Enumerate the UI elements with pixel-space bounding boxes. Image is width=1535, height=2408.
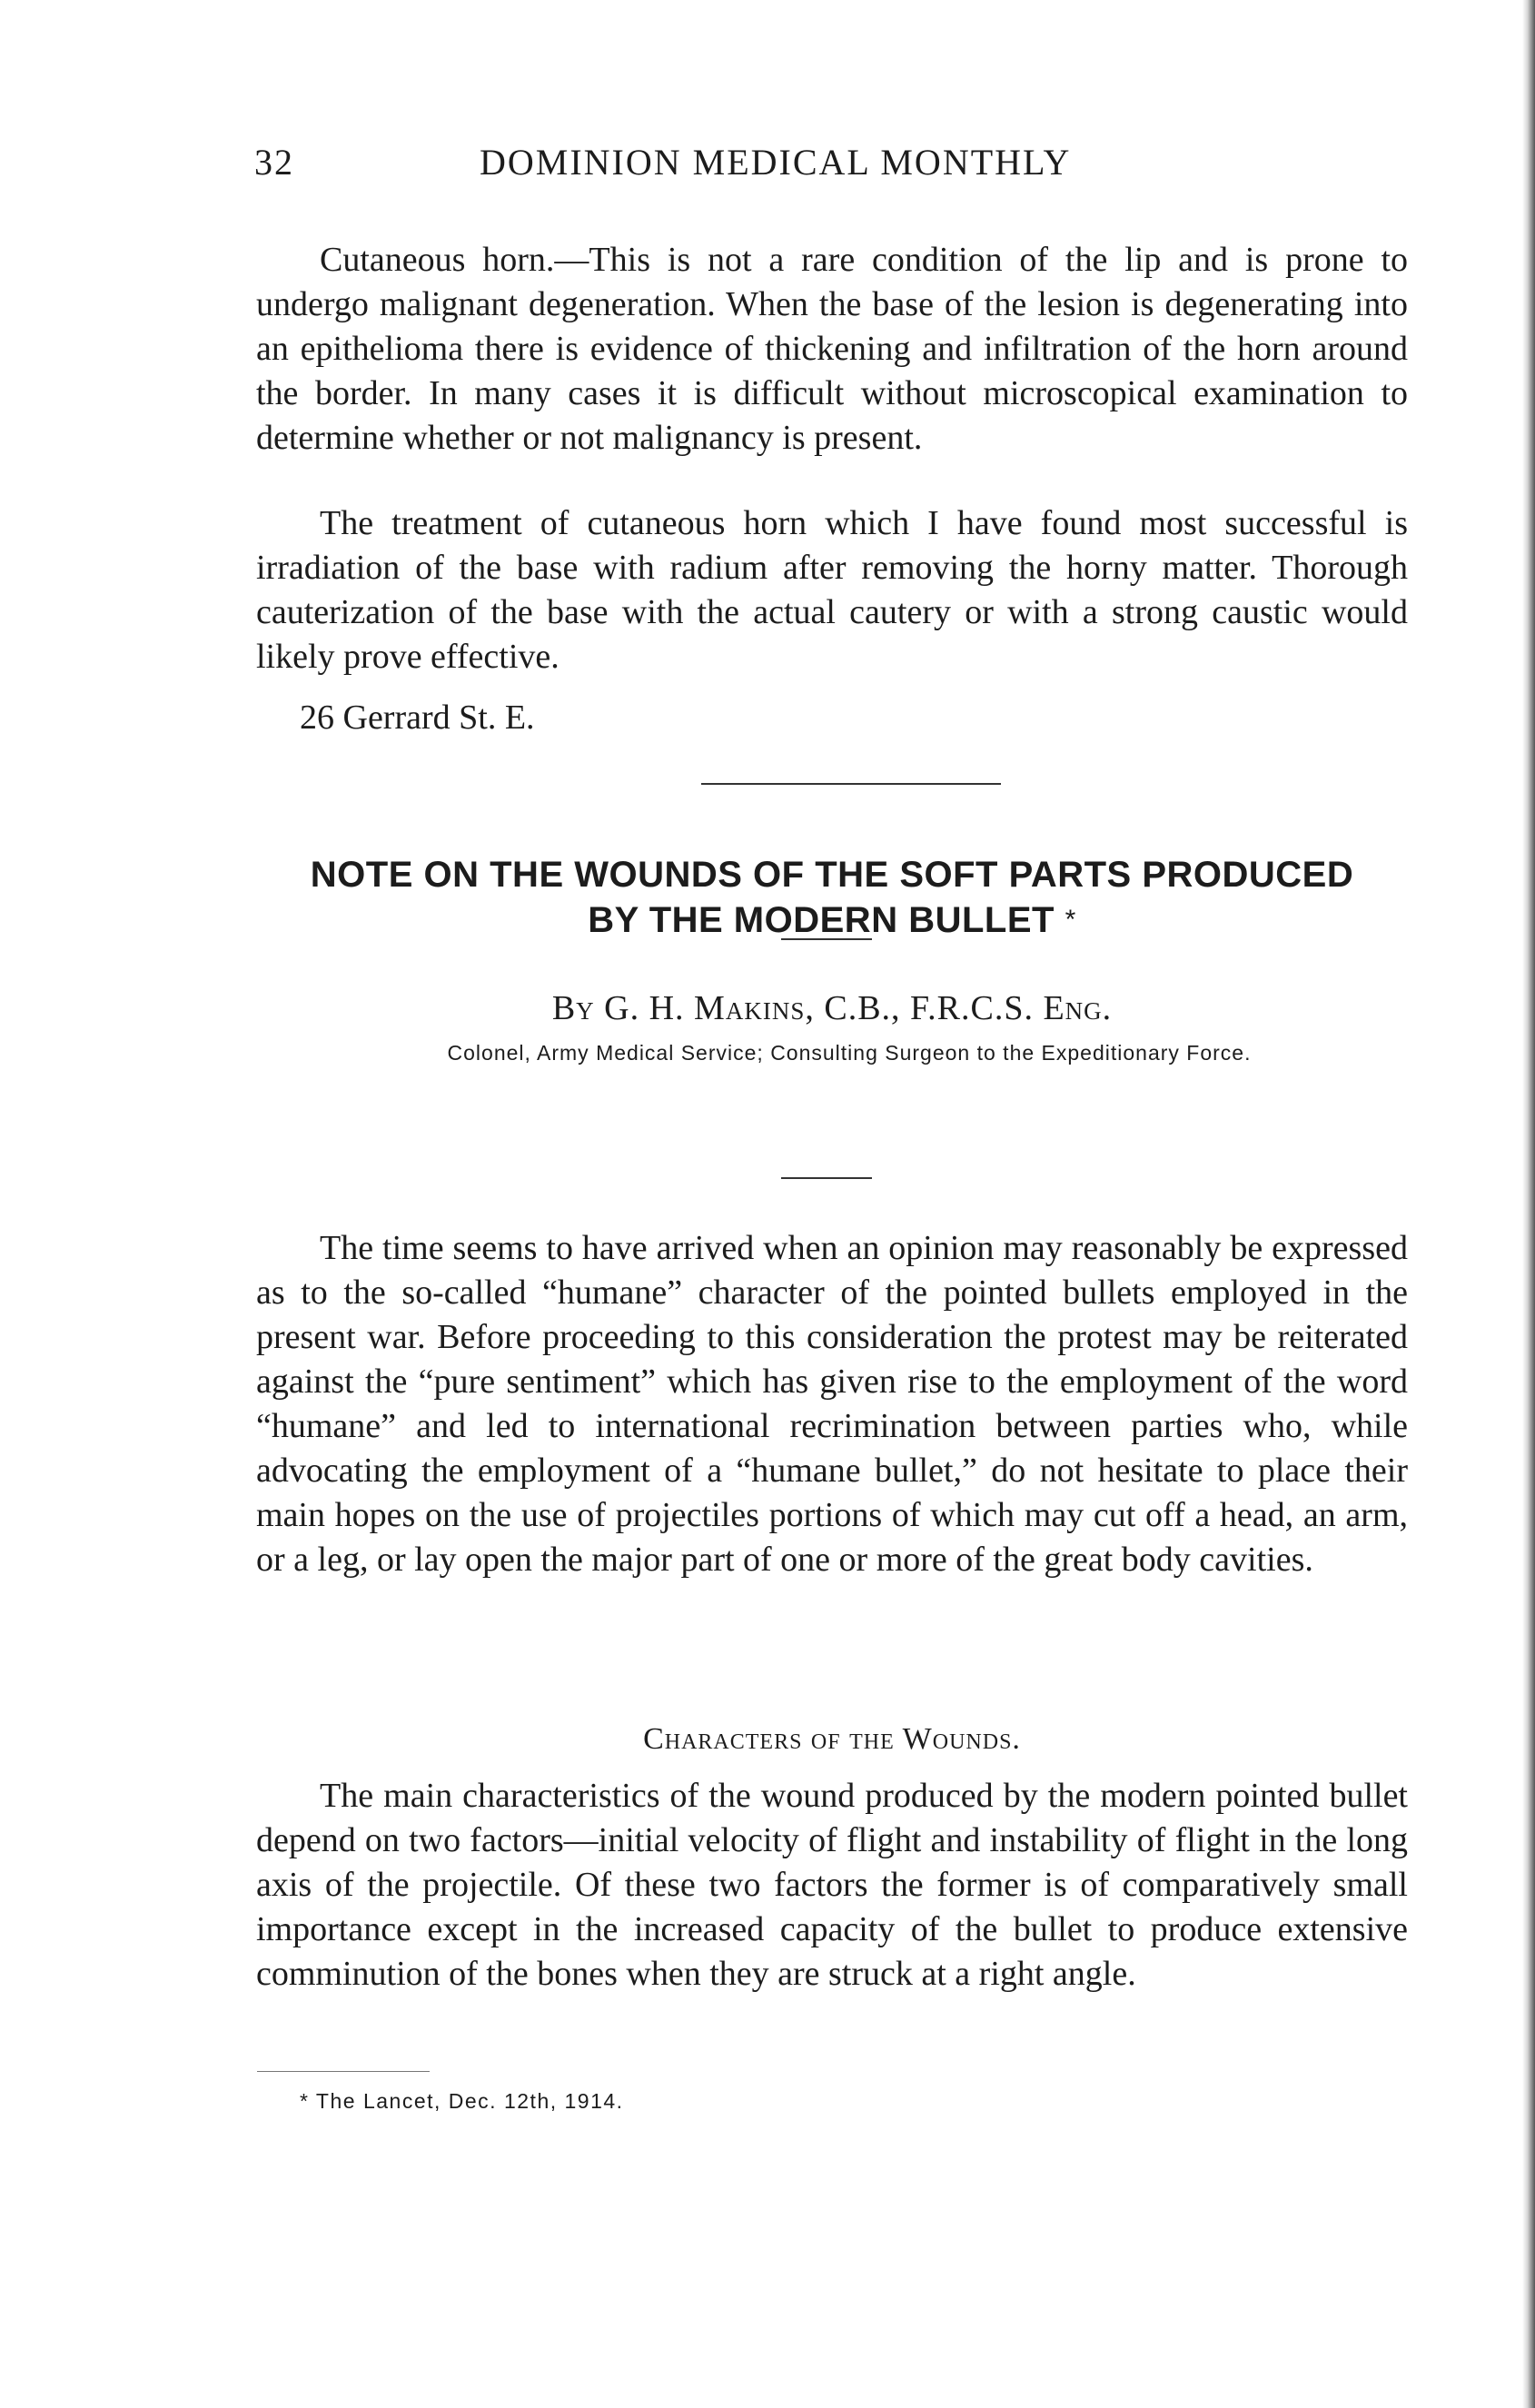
byline-divider: [781, 1177, 872, 1179]
article-paragraph: [256, 1226, 1408, 1582]
author-affiliation: Colonel, Army Medical Service; Consulting Surgeon to the Expeditionary Force.: [447, 1041, 1252, 1065]
article-title-line-1: NOTE ON THE WOUNDS OF THE SOFT PARTS PRODUCED: [310, 855, 1354, 895]
page-header: [254, 141, 1190, 195]
title-divider: [781, 938, 872, 940]
article-title: [256, 852, 1408, 943]
article-byline: By G. H. Makins, C.B., F.R.C.S. Eng.: [551, 989, 1113, 1027]
running-head: DOMINION MEDICAL MONTHLY: [480, 142, 1072, 183]
article-title-line-2-text: BY THE MODERN BULLET: [588, 900, 1055, 940]
section-heading: Characters of the Wounds.: [643, 1722, 1021, 1756]
paragraph-text: Cutaneous horn.—This is not a rare condition of the lip and is prone to undergo malignant degeneration. When the base of the lesion is degenerating into an epithelioma there is evidence of thickening and infiltration of the horn around the border. In many cases it is difficult without microscopical examination to determine whether or not malignancy is present.: [256, 241, 1408, 457]
previous-article-paragraph: [256, 238, 1408, 461]
author-address: 26 Gerrard St. E.: [300, 699, 535, 737]
article-title-line-2: [256, 897, 1408, 943]
footnote-marker: *: [1065, 905, 1076, 935]
page-number: 32: [254, 142, 294, 183]
footnote: * The Lancet, Dec. 12th, 1914.: [300, 2089, 624, 2113]
previous-article-paragraph: [256, 501, 1408, 679]
footnote-rule: [257, 2071, 430, 2072]
scan-edge-shadow: [1522, 0, 1535, 2408]
section-paragraph: [256, 1774, 1408, 1997]
paragraph-text: The main characteristics of the wound produced by the modern pointed bullet depend on two factors—initial velocity of flight and instability of flight in the long axis of the projectile. Of these two factors the former is of comparatively small importance except in the increased capacity of the bullet to produce extensive comminution of the bones when they are struck at a right angle.: [256, 1777, 1408, 1993]
paragraph-text: The treatment of cutaneous horn which I have found most successful is irradiation of the base with radium after removing the horny matter. Thorough cauterization of the base with the actual cautery or with a strong caustic would likely prove effective.: [256, 504, 1408, 676]
section-divider: [701, 783, 1001, 785]
paragraph-text: The time seems to have arrived when an opinion may reasonably be expressed as to the so-called “humane” character of the pointed bullets employed in the present war. Before proceeding to this consideration the protest may be reiterated against the “pure sentiment” which has given rise to the employment of the word “humane” and led to international recrimination between parties who, while advocating the employment of a “humane bullet,” do not hesitate to place their main hopes on the use of projectiles portions of which may cut off a head, an arm, or a leg, or lay open the major part of one or more of the great body cavities.: [256, 1229, 1408, 1579]
